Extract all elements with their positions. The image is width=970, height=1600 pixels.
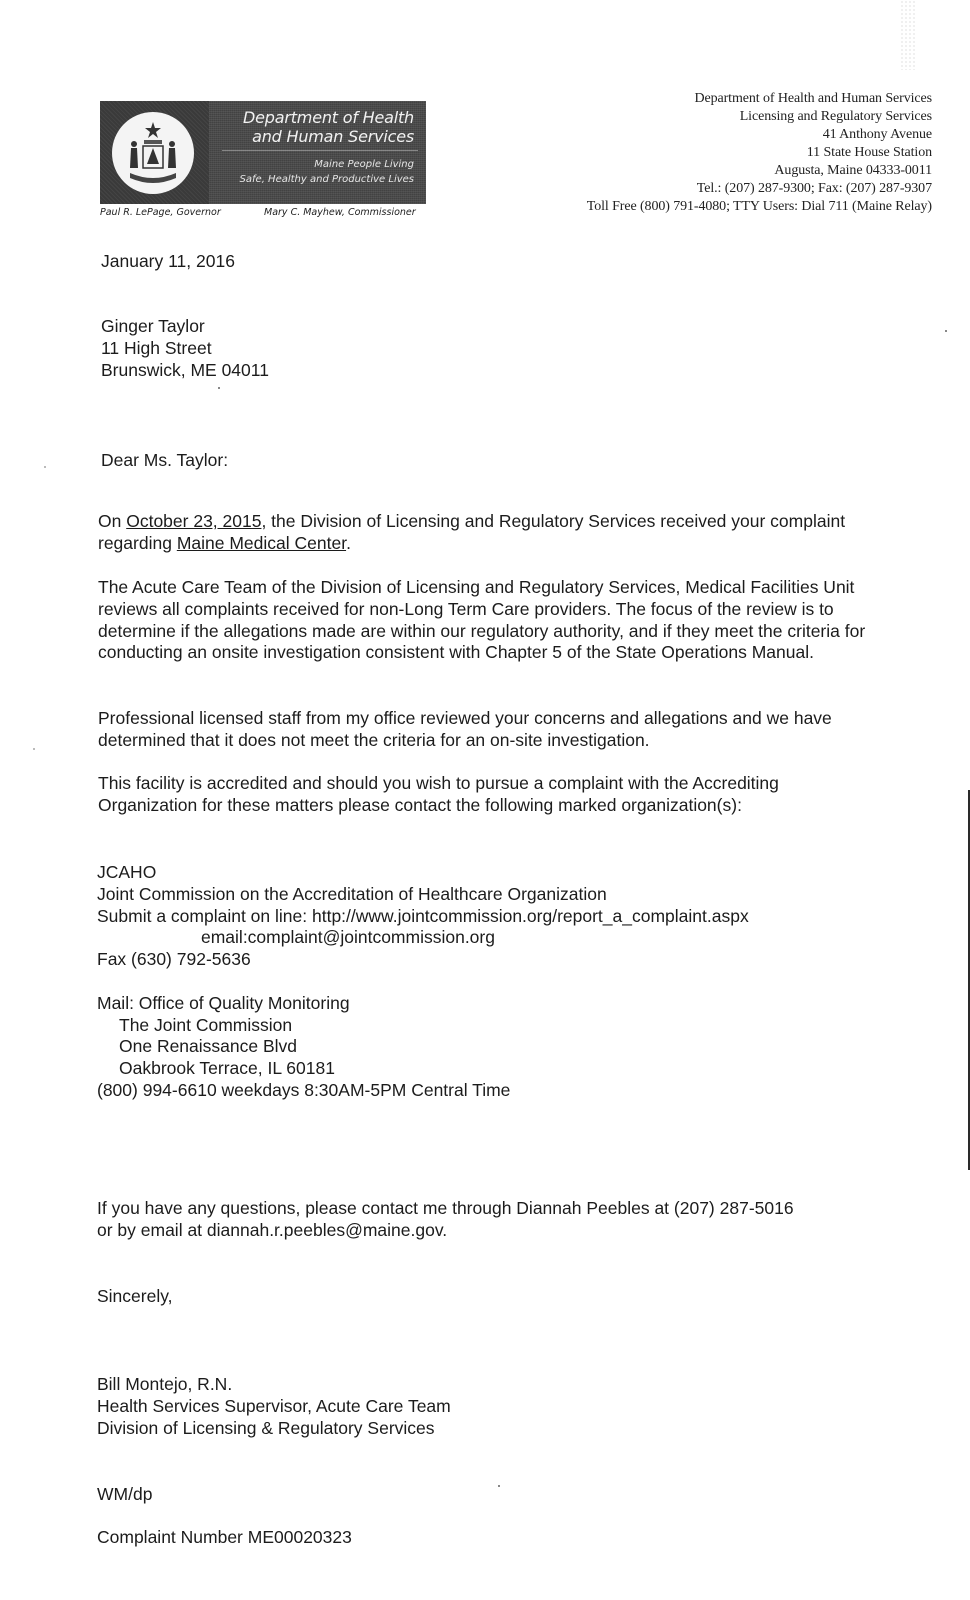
recipient-name: Ginger Taylor bbox=[101, 316, 205, 336]
mail-line: The Joint Commission bbox=[119, 1014, 293, 1035]
paragraph-determination: Professional licensed staff from my office reviewed your concerns and allegations and we have determined that it does not meet the criteria for an on-site investigation. bbox=[98, 708, 832, 750]
contact-line2: or by email at diannah.r.peebles@maine.gov. bbox=[97, 1219, 448, 1240]
spacer bbox=[97, 971, 857, 993]
closing: Sincerely, bbox=[97, 1286, 173, 1306]
return-address-line: 41 Anthony Avenue bbox=[822, 127, 932, 142]
mail-line: Oakbrook Terrace, IL 60181 bbox=[119, 1058, 335, 1079]
facility-name: Maine Medical Center bbox=[176, 532, 347, 553]
paragraph-accreditation: This facility is accredited and should you wish to pursue a complaint with the Accrediting Organization for these matters please contact the following marked organization(s): bbox=[98, 773, 779, 815]
signature-block bbox=[97, 1374, 451, 1439]
commissioner-name: Mary C. Mayhew, Commissioner bbox=[264, 207, 416, 218]
letter-date: January 11, 2016 bbox=[101, 251, 235, 271]
return-address-line: Tel.: (207) 287-9300; Fax: (207) 287-9307 bbox=[696, 181, 932, 196]
banner-divider bbox=[222, 150, 418, 151]
banner-title bbox=[243, 108, 414, 146]
return-address-line: Augusta, Maine 04333-0011 bbox=[774, 163, 932, 178]
organization-phone: (800) 994-6610 weekdays 8:30AM-5PM Central Time bbox=[97, 1079, 511, 1100]
organization-contact-block bbox=[97, 862, 857, 1102]
scan-speck bbox=[218, 387, 220, 389]
organization-full-name: Joint Commission on the Accreditation of Healthcare Organization bbox=[97, 883, 607, 904]
banner-tagline bbox=[240, 157, 414, 187]
return-address-line: Department of Health and Human Services bbox=[694, 91, 932, 106]
typist-initials: WM/dp bbox=[97, 1484, 153, 1504]
online-complaint-label: Submit a complaint on line: bbox=[97, 905, 312, 926]
banner-title-line2: and Human Services bbox=[252, 127, 414, 146]
mail-line: One Renaissance Blvd bbox=[119, 1036, 298, 1057]
signatory-name: Bill Montejo, R.N. bbox=[97, 1374, 233, 1394]
signatory-title: Health Services Supervisor, Acute Care Team bbox=[97, 1395, 451, 1416]
recipient-city: Brunswick, ME 04011 bbox=[101, 359, 269, 380]
banner-tagline-line1: Maine People Living bbox=[314, 159, 414, 170]
para1-prefix: On bbox=[98, 511, 127, 531]
complaint-number: Complaint Number ME00020323 bbox=[97, 1527, 352, 1547]
scan-speck bbox=[33, 748, 35, 750]
recipient-address bbox=[101, 316, 269, 381]
scan-speck bbox=[945, 330, 947, 332]
return-address-line: Toll Free (800) 791-4080; TTY Users: Dial 711 (Maine Relay) bbox=[586, 199, 932, 214]
seal-panel bbox=[100, 101, 209, 204]
paragraph-received bbox=[98, 511, 858, 555]
signatory-division: Division of Licensing & Regulatory Services bbox=[97, 1417, 435, 1438]
banner-title-line1: Department of Health bbox=[243, 108, 414, 127]
scan-speck bbox=[498, 1485, 500, 1487]
dhhs-logo-banner bbox=[100, 101, 426, 204]
return-address-line: 11 State House Station bbox=[806, 145, 932, 160]
organization-acronym: JCAHO bbox=[97, 862, 157, 882]
organization-fax: Fax (630) 792-5636 bbox=[97, 949, 251, 970]
return-address bbox=[587, 90, 932, 216]
recipient-street: 11 High Street bbox=[101, 337, 212, 358]
maine-state-seal-icon bbox=[112, 112, 194, 194]
return-address-line: Licensing and Regulatory Services bbox=[739, 109, 932, 124]
paragraph-contact bbox=[97, 1198, 897, 1242]
online-complaint-line bbox=[97, 906, 857, 928]
mail-label: Mail: Office of Quality Monitoring bbox=[97, 992, 350, 1013]
complaint-received-date: October 23, 2015 bbox=[126, 511, 262, 531]
online-complaint-url: http://www.jointcommission.org/report_a_complaint.aspx bbox=[311, 905, 749, 926]
para1-middle: , the Division of Licensing and Regulatory Services received your complaint regarding bbox=[98, 511, 846, 553]
scan-noise bbox=[900, 0, 916, 70]
paragraph-review-process: The Acute Care Team of the Division of Licensing and Regulatory Services, Medical Facilities Unit reviews all complaints received for non-Long Term Care providers. The focus of the review is to determine if the allegations made are within our regulatory authority, and if they meet the criteria for conducting an onsite investigation consistent with Chapter 5 of the State Operations Manual. bbox=[98, 577, 866, 663]
contact-line1: If you have any questions, please contact me through Diannah Peebles at (207) 287-5016 bbox=[97, 1198, 794, 1218]
organization-email: email:complaint@jointcommission.org bbox=[201, 927, 495, 948]
salutation: Dear Ms. Taylor: bbox=[101, 450, 229, 470]
scan-speck bbox=[44, 466, 46, 468]
para1-suffix: . bbox=[346, 532, 351, 553]
banner-tagline-line2: Safe, Healthy and Productive Lives bbox=[239, 174, 414, 185]
governor-name: Paul R. LePage, Governor bbox=[100, 207, 221, 218]
